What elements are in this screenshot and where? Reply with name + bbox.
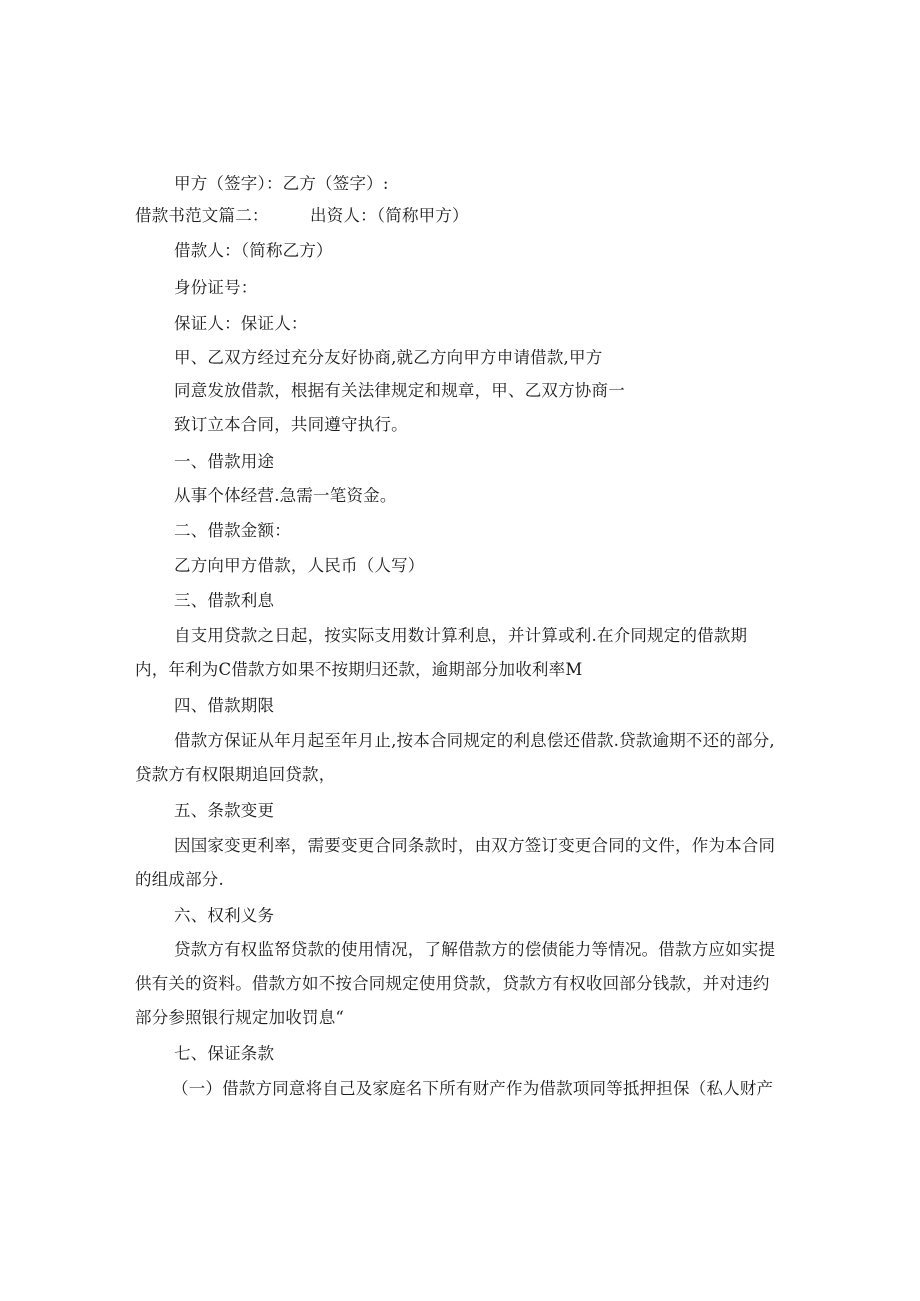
document-title: 借款书范文篇二： [135,206,269,225]
borrower-line: 借款人：（简称乙方） [174,241,333,260]
section-heading: 三、借款利息 [174,591,275,610]
section-body-line: 供有关的资料。借款方如不按合同规定使用贷款，贷款方有权收回部分钱款，并对违约 [135,974,770,993]
intro-paragraph-line: 同意发放借款，根据有关法律规定和规章，甲、乙双方协商一 [174,381,625,400]
section-body-line: 部分参照银行规定加收罚息“ [135,1008,345,1027]
section-heading: 五、条款变更 [174,801,275,820]
guarantor-line: 保证人：保证人： [174,314,308,333]
section-heading: 七、保证条款 [174,1044,275,1063]
intro-paragraph-line: 致订立本合同，共同遵守执行。 [174,415,408,434]
section-heading: 六、权利义务 [174,906,275,925]
section-body-line: 从事个体经营.急需一笔资金。 [174,486,397,505]
section-body-line: 贷款方有权限期追回贷款， [135,765,336,784]
section-body-line: 自支用贷款之日起，按实际支用数计算利息，并计算或利.在介同规定的借款期 [174,626,748,645]
section-heading: 四、借款期限 [174,696,275,715]
section-body-line: 贷款方有权监帑贷款的使用情况，了解借款方的偿债能力等情况。借款方应如实提 [174,940,776,959]
signature-line: 甲方（签字）：乙方（签字）: [174,174,389,193]
section-body-line: （一）借款方同意将自己及家庭名下所有财产作为借款项同等抵押担保（私人财产 [172,1079,774,1098]
section-body-line: 乙方向甲方借款，人民币（人写） [174,556,425,575]
id-number-line: 身份证号： [174,278,258,297]
section-heading: 一、借款用途 [174,452,275,471]
section-heading: 二、借款金额： [174,521,291,540]
lender-line: 出资人：（简称甲方） [310,206,469,225]
section-body-line: 内，年利为C借款方如果不按期归还款，逾期部分加收利率M [135,660,583,679]
section-body-line: 借款方保证从年月起至年月止,按本合同规定的利息偿还借款.贷款逾期不还的部分, [174,731,775,750]
section-body-line: 的组成部分. [135,870,224,889]
section-body-line: 因国家变更利率，需要变更合同条款时，由双方签订变更合同的文件，作为本合同 [174,836,776,855]
intro-paragraph-line: 甲、乙双方经过充分友好协商,就乙方向甲方申请借款,甲方 [174,348,603,367]
